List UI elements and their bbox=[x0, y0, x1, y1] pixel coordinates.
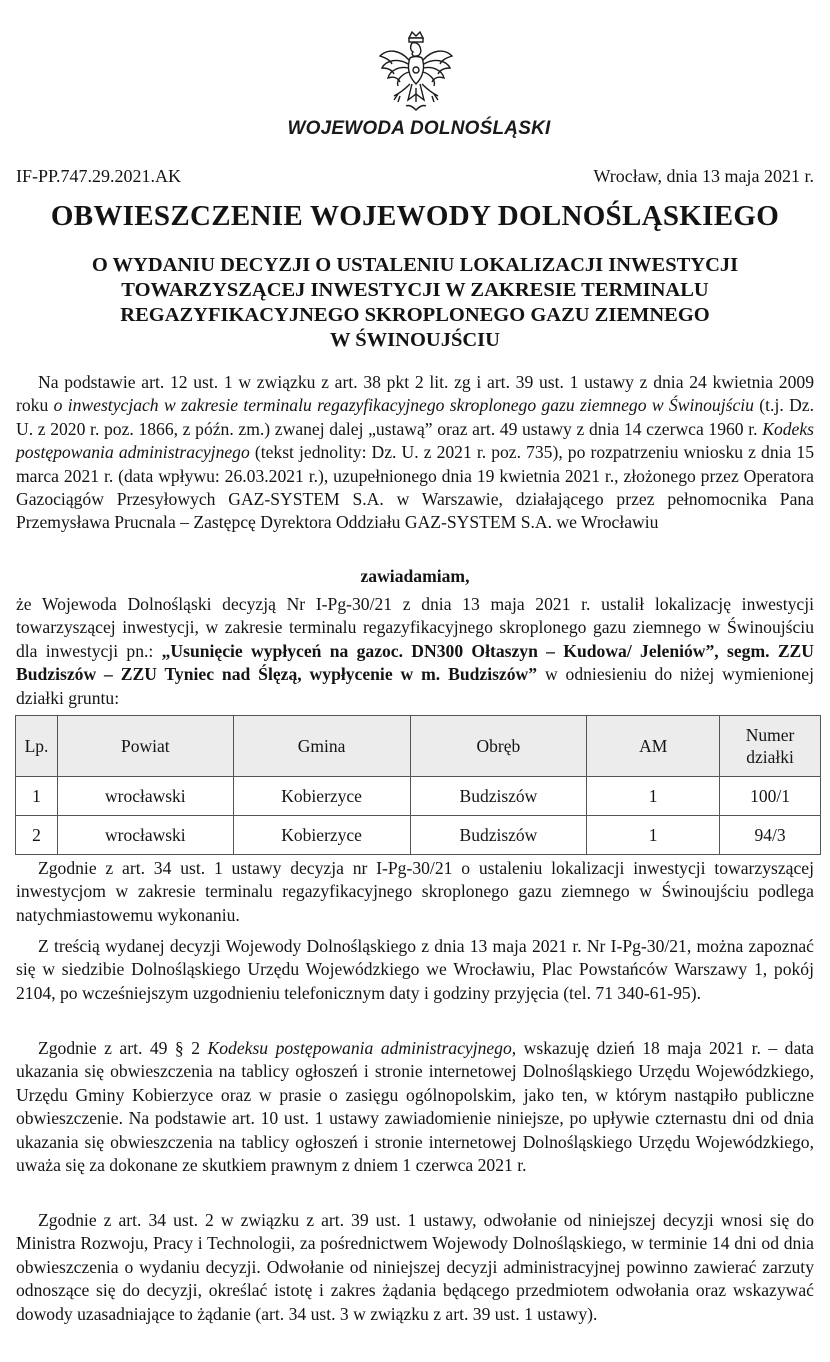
subtitle-line: W ŚWINOUJŚCIU bbox=[330, 329, 500, 351]
cell-am: 1 bbox=[587, 816, 720, 855]
place-date: Wrocław, dnia 13 maja 2021 r. bbox=[593, 166, 814, 186]
table-row bbox=[16, 816, 821, 855]
cell-numer-dzialki: 94/3 bbox=[720, 816, 821, 855]
notice-paragraph: Zgodnie z art. 49 § 2 Kodeksu postępowania administracyjnego, wskazuję dzień 18 maja 2021 r. – data ukazania się obwieszczenia na tablicy ogłoszeń i stronie internetowej Dolnośląskiego Urzędu Wojewódzkiego, Urzędu Gminy Kobierzyce oraz w prasie o zasięgu ogólnopolskim, jako ten, w którym nastąpiło publiczne obwieszczenie. Na podstawie art. 10 ust. 1 ustawy zawiadomienie niniejsze, po upływie czternastu dni od dnia ukazania się obwieszczenia na tablicy ogłoszeń i stronie internetowej Dolnośląskiego Urzędu Wojewódzkiego, uważa się za dokonane ze skutkiem prawnym z dniem 1 czerwca 2021 r. bbox=[16, 1038, 814, 1176]
cell-am: 1 bbox=[587, 777, 720, 816]
office-name: WOJEWODA DOLNOŚLĄSKI bbox=[287, 118, 551, 139]
investment-name: „Usunięcie wypłyceń na gazoc. DN300 Ołtaszyn – Kudowa/ Jeleniów”, segm. ZZU Budziszów – ZZU Tyniec nad Ślęzą, wypłycenie w m. Budziszów” bbox=[16, 640, 814, 685]
cell-gmina: Kobierzyce bbox=[233, 777, 410, 816]
appeal-paragraph: Zgodnie z art. 34 ust. 2 w związku z art. 39 ust. 1 ustawy, odwołanie od niniejszej decyzji wnosi się do Ministra Rozwoju, Pracy i Technologii, za pośrednictwem Wojewody Dolnośląskiego, w terminie 14 dni od dnia obwieszczenia o wydaniu decyzji. Odwołanie od niniejszej decyzji administracyjnej powinno zawierać zarzuty odnoszące się do decyzji, określać istotę i zakres żądania będącego przedmiotem odwołania oraz wskazywać dowody uzasadniające to żądanie (art. 34 ust. 3 w związku z art. 39 ust. 1 ustawy). bbox=[16, 1210, 814, 1324]
polish-eagle-emblem-icon bbox=[376, 30, 456, 116]
intro-paragraph: Na podstawie art. 12 ust. 1 w związku z art. 38 pkt 2 lit. zg i art. 39 ust. 1 ustawy z dnia 24 kwietnia 2009 roku o inwestycjach w zakresie terminalu regazyfikacyjnego skroplonego gazu ziemnego w Świnoujściu (t.j. Dz. U. z 2020 r. poz. 1866, z późn. zm.) zwanej dalej „ustawą” oraz art. 49 ustawy z dnia 14 czerwca 1960 r. Kodeks postępowania administracyjnego (tekst jednolity: Dz. U. z 2021 r. poz. 735), po rozpatrzeniu wniosku z dnia 15 marca 2021 r. (data wpływu: 26.03.2021 r.), uzupełnionego dnia 19 kwietnia 2021 r., złożonego przez Operatora Gazociągów Przesyłowych GAZ-SYSTEM S.A. w Warszawie, działającego przez pełnomocnika Pana Przemysława Prucnala – Zastępcę Dyrektora Oddziału GAZ-SYSTEM S.A. we Wrocławiu bbox=[16, 372, 814, 533]
subtitle-line: REGAZYFIKACYJNEGO SKROPLONEGO GAZU ZIEMNEGO bbox=[120, 304, 710, 326]
cell-powiat: wrocławski bbox=[57, 777, 233, 816]
code-title: Kodeksu postępowania administracyjnego bbox=[207, 1038, 512, 1058]
document-title: OBWIESZCZENIE WOJEWODY DOLNOŚLĄSKIEGO bbox=[50, 200, 780, 232]
cell-lp: 1 bbox=[16, 777, 58, 816]
cell-obreb: Budziszów bbox=[410, 777, 587, 816]
header-obreb: Obręb bbox=[410, 716, 587, 777]
document-subtitle bbox=[60, 253, 770, 353]
reference-number: IF-PP.747.29.2021.AK bbox=[16, 166, 182, 186]
parcels-table bbox=[15, 715, 821, 855]
header-gmina: Gmina bbox=[233, 716, 410, 777]
table-header-row bbox=[16, 716, 821, 777]
subtitle-line: TOWARZYSZĄCEJ INWESTYCJI W ZAKRESIE TERMINALU bbox=[121, 279, 709, 301]
cell-powiat: wrocławski bbox=[57, 816, 233, 855]
act-title: o inwestycjach w zakresie terminalu regazyfikacyjnego skroplonego gazu ziemnego w Świnoujściu bbox=[53, 395, 754, 416]
header-lp: Lp. bbox=[16, 716, 58, 777]
access-paragraph: Z treścią wydanej decyzji Wojewody Dolnośląskiego z dnia 13 maja 2021 r. Nr I-Pg-30/21, można zapoznać się w siedzibie Dolnośląskiego Urzędu Wojewódzkiego we Wrocławiu, Plac Powstańców Warszawy 1, pokój 2104, po wcześniejszym uzgodnieniu telefonicznym daty i godziny przyjęcia (tel. 71 340-61-95). bbox=[16, 936, 814, 1003]
subtitle-line: O WYDANIU DECYZJI O USTALENIU LOKALIZACJI INWESTYCJI bbox=[91, 254, 739, 276]
header-numer-dzialki: Numer działki bbox=[720, 716, 821, 777]
decision-paragraph: że Wojewoda Dolnośląski decyzją Nr I-Pg-30/21 z dnia 13 maja 2021 r. ustalił lokalizację inwestycji towarzyszącej inwestycji, w zakresie terminalu regazyfikacyjnego skroplonego gazu ziemnego w Świnoujściu dla inwestycji pn.: „Usunięcie wypłyceń na gazoc. DN300 Ołtaszyn – Kudowa/ Jeleniów”, segm. ZZU Budziszów – ZZU Tyniec nad Ślęzą, wypłycenie w m. Budziszów” w odniesieniu do niżej wymienionej działki gruntu: bbox=[16, 594, 814, 708]
cell-gmina: Kobierzyce bbox=[233, 816, 410, 855]
cell-obreb: Budziszów bbox=[410, 816, 587, 855]
execution-paragraph: Zgodnie z art. 34 ust. 1 ustawy decyzja nr I-Pg-30/21 o ustaleniu lokalizacji inwestycji towarzyszącej inwestycjom w zakresie terminalu regazyfikacyjnego skroplonego gazu ziemnego w Świnoujściu podlega natychmiastowemu wykonaniu. bbox=[16, 858, 814, 925]
code-title: Kodeks postępowania administracyjnego bbox=[16, 418, 814, 463]
header-am: AM bbox=[587, 716, 720, 777]
table-row bbox=[16, 777, 821, 816]
announce-word: zawiadamiam, bbox=[360, 566, 470, 586]
cell-lp: 2 bbox=[16, 816, 58, 855]
header-powiat: Powiat bbox=[57, 716, 233, 777]
cell-numer-dzialki: 100/1 bbox=[720, 777, 821, 816]
